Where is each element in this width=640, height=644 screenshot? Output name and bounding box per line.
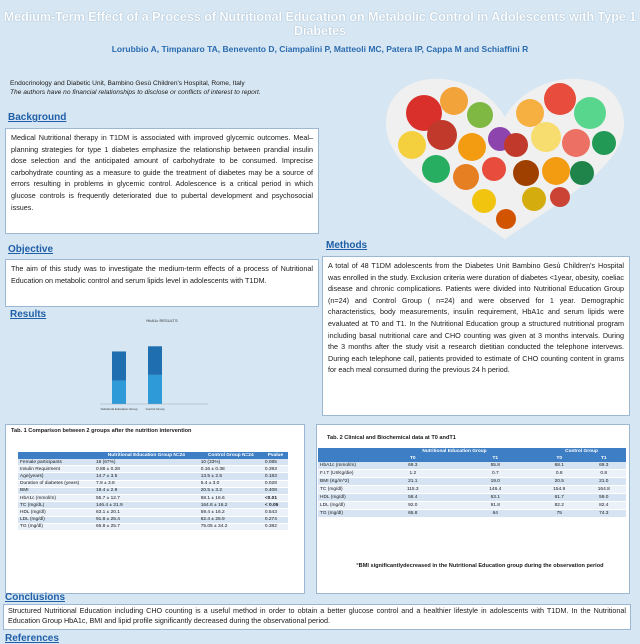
table2-cell: 1.2 xyxy=(372,470,454,478)
table1-cell: 75.05 ± 34.2 xyxy=(199,523,263,530)
table1-row xyxy=(18,509,288,516)
table1-cell: 10 (33%) xyxy=(199,459,263,466)
table2-cell: 154.9 xyxy=(537,486,581,494)
table2-cell: 91.8 xyxy=(454,502,537,510)
background-text: Medical Nutritional therapy in T1DM is associated with improved glycemic outcomes. Meal–planning strategies for type 1 diabetes emphasize the relationship between prandial insulin dose selection and the anticipated amount of carbohydrate to be consumed. Imprecise carbohydrate counting as a measure to guide the treatment of diabetes may be a source of errors resulting in problems in glycemic control. Adolescence is a critical period in which glucose controls is frequently deteriorated due to pubertal development and psychosocial issues. xyxy=(11,133,313,212)
table1-row xyxy=(18,480,288,487)
table1-row xyxy=(18,502,288,509)
objective-heading: Objective xyxy=(8,244,54,255)
table2-row xyxy=(318,470,626,478)
disclosure: The authors have no financial relationships to disclose or conflicts of interest to report. xyxy=(10,89,261,96)
chart-bar xyxy=(148,346,162,375)
table1-cell: Female participants xyxy=(18,459,94,466)
table2-cell: 65.8 xyxy=(372,510,454,518)
table2-cell: 64 xyxy=(454,510,537,518)
table2-cell: 74.3 xyxy=(581,510,626,518)
table1-cell: HDL (mg/dl) xyxy=(18,509,94,516)
table1-header-pvalue: Pvalue xyxy=(263,452,288,459)
table1-row xyxy=(18,523,288,530)
table1-cell: 65.8 ± 25.7 xyxy=(94,523,199,530)
table2-sub: T1 xyxy=(454,455,537,462)
methods-text: A total of 48 T1DM adolescents from the Diabetes Unit Bambino Gesù Children's Hospital was enrolled in the study. Exclusion criteria were duration of diabetes <1year, obesity, coeliac disease and chronic complications. Patients were divided into Nutritional Education Group (n=24) and Control Group ( n=24) and were observed for 1 year. Demographic characteristics, body measurements, insulin requirement, HbA1c and serum lipids were evaluated at T0 and T1. In the Nutritional Education group a structured nutritional program including basal nutritional care and CHO counting was given at 3 months intervals. During the 3 months after the study visit a research dietitian conducted the telephone intervews. During each telephone call, patients provided to estimate of CHO counting content in grams for each meal consumed during the previous 24 h period. xyxy=(328,261,624,375)
table1-cell: 20.5 ± 3.2 xyxy=(199,487,263,494)
table2-cell: 69.3 xyxy=(372,462,454,470)
table1-row xyxy=(18,466,288,473)
table2-sub: T0 xyxy=(372,455,454,462)
table2-group-row xyxy=(318,448,626,455)
table2-caption: Tab. 2 Clinical and Biochemical data at T0 andT1 xyxy=(327,435,456,441)
table2-group1: Nutritional Education Group xyxy=(372,448,537,455)
table1-cell: 0.085 xyxy=(263,459,288,466)
table2-cell: 21.1 xyxy=(372,478,454,486)
affiliation-block xyxy=(10,79,261,97)
chart-bar xyxy=(112,381,126,404)
table1-row xyxy=(18,487,288,494)
table2-cell: 20.5 xyxy=(537,478,581,486)
table2-cell: 59.0 xyxy=(581,494,626,502)
table1-row xyxy=(18,516,288,523)
table1-cell: HbA1c (mmol/m) xyxy=(18,494,94,501)
table1-cell: 146.4 ± 31.9 xyxy=(94,502,199,509)
methods-box xyxy=(322,256,630,416)
table2-cell: 75 xyxy=(537,510,581,518)
table1-header-nutrition: Nutritional Education Group N=24 xyxy=(94,452,199,459)
table2-cell: F.I.T (UI/Kg/die) xyxy=(318,470,372,478)
table2-cell: 146.4 xyxy=(454,486,537,494)
affiliation: Endocrinology and Diabetic Unit, Bambino Gesù Children's Hospital, Rome, Italy xyxy=(10,80,245,87)
table2-row xyxy=(318,486,626,494)
table1-cell: 164.8 ± 16.2 xyxy=(199,502,263,509)
table1-cell: 59.4 ± 16.2 xyxy=(199,509,263,516)
table2-cell: 63.1 xyxy=(454,494,537,502)
table1-cell: TC (mg/dL) xyxy=(18,502,94,509)
references-heading: References xyxy=(5,633,59,644)
table2-group2: Control Group xyxy=(537,448,626,455)
table2-cell: 19.0 xyxy=(454,478,537,486)
table1-caption: Tab. 1 Comparison between 2 groups after the nutrition intervention xyxy=(11,428,192,434)
table1-cell: 14.7 ± 3.5 xyxy=(94,473,199,480)
table1-header-row xyxy=(18,452,288,459)
table2-cell: 69.3 xyxy=(581,462,626,470)
fruit-vegetable-heart-image xyxy=(376,73,634,243)
table2-sub: T0 xyxy=(537,455,581,462)
table2-cell: 82.4 xyxy=(581,502,626,510)
table1-row xyxy=(18,494,288,501)
table1-cell: Duration of diabetes (years) xyxy=(18,480,94,487)
table2-cell: TG (mg/dl) xyxy=(318,510,372,518)
table1-cell: 0.543 xyxy=(263,509,288,516)
chart-x-label: Control Group xyxy=(145,407,165,411)
table1-cell: 0.183 xyxy=(263,473,288,480)
background-box xyxy=(5,128,319,234)
table2-row xyxy=(318,478,626,486)
table2-row xyxy=(318,462,626,470)
table2-cell: BMI (Kg/m^2) xyxy=(318,478,372,486)
table2-cell: HbA1c (mmol/m) xyxy=(318,462,372,470)
table2-cell: TC (mg/dl) xyxy=(318,486,372,494)
chart-bar xyxy=(148,375,162,404)
table1-cell: < 0.05 xyxy=(263,502,288,509)
objective-text: The aim of this study was to investigate the medium-term effects of a process of Nutritional Education on metabolic control and serum lipids level in adolescents with T1DM. xyxy=(11,264,313,285)
table1-cell: 0.16 ± 0.38 xyxy=(199,466,263,473)
table2-cell: 58.4 xyxy=(372,494,454,502)
table1-row xyxy=(18,459,288,466)
table1-cell: 0.382 xyxy=(263,523,288,530)
table2-cell: 0.8 xyxy=(537,470,581,478)
table1-cell: 0.028 xyxy=(263,480,288,487)
table1-cell: 63.1 ± 20.1 xyxy=(94,509,199,516)
table1 xyxy=(18,452,288,531)
table1-row xyxy=(18,473,288,480)
table1-cell: TG (mg/dl) xyxy=(18,523,94,530)
table1-cell: <0.01 xyxy=(263,494,288,501)
table1-cell: 0.274 xyxy=(263,516,288,523)
table2-cell: 92.0 xyxy=(372,502,454,510)
table2-cell: 21.0 xyxy=(581,478,626,486)
conclusions-box xyxy=(3,604,631,630)
table2-cell: 0.7 xyxy=(454,470,537,478)
table2-cell: 61.7 xyxy=(537,494,581,502)
table1-cell: 5.4 ± 3.0 xyxy=(199,480,263,487)
table1-cell: 91.8 ± 25.4 xyxy=(94,516,199,523)
table2 xyxy=(318,448,626,518)
table1-cell: 0.408 xyxy=(263,487,288,494)
table1-cell: 16 (67%) xyxy=(94,459,199,466)
table1-cell: BMI xyxy=(18,487,94,494)
table1-cell: 0.393 xyxy=(263,466,288,473)
table2-row xyxy=(318,502,626,510)
hba1c-bar-chart xyxy=(90,318,210,418)
table2-cell: 115.3 xyxy=(372,486,454,494)
table2-row xyxy=(318,510,626,518)
table1-cell: 55.7 ± 12.7 xyxy=(94,494,199,501)
table1-cell: 19.4 ± 2.9 xyxy=(94,487,199,494)
objective-box xyxy=(5,259,319,307)
table1-cell: 68.1 ± 16.6 xyxy=(199,494,263,501)
table1-cell: 0.88 ± 0.28 xyxy=(94,466,199,473)
table1-cell: LDL (mg/dl) xyxy=(18,516,94,523)
results-heading: Results xyxy=(10,309,47,320)
table2-cell: 55.8 xyxy=(454,462,537,470)
methods-heading: Methods xyxy=(326,240,368,251)
table2-note: °BMI significantlydecreased in the Nutritional Education group during the observation period xyxy=(356,563,604,569)
conclusions-heading: Conclusions xyxy=(5,592,66,603)
conclusions-text: Structured Nutritional Education including CHO counting is a useful method in order to obtain a better glucose control and a healthier lifestyle in adolescents with T1DM. In the Nutritional Education Group HbA1c, BMI and lipid profile significantly decreased during the observational period. xyxy=(8,606,626,625)
chart-bar xyxy=(112,351,126,380)
table1-cell: 82.4 ± 25.9 xyxy=(199,516,263,523)
background-heading: Background xyxy=(8,112,67,123)
table2-cell: 68.1 xyxy=(537,462,581,470)
table2-cell: 0.8 xyxy=(581,470,626,478)
table2-row xyxy=(318,494,626,502)
chart-title: HbA1c RESULTS xyxy=(146,318,178,323)
table1-header-control: Control Group N=24 xyxy=(199,452,263,459)
table1-cell: 13.5 ± 2.5 xyxy=(199,473,263,480)
table2-cell: 82.2 xyxy=(537,502,581,510)
table2-cell: LDL (mg/dl) xyxy=(318,502,372,510)
table2-cell: HDL (mg/dl) xyxy=(318,494,372,502)
table2-cell: 164.8 xyxy=(581,486,626,494)
table2-sub: T1 xyxy=(581,455,626,462)
table1-cell: 7.9 ± 3.8 xyxy=(94,480,199,487)
author-list: Lorubbio A, Timpanaro TA, Benevento D, Ciampalini P, Matteoli MC, Patera IP, Cappa M and Schiaffini R xyxy=(111,44,529,54)
chart-x-label: Nutritional Education Group xyxy=(100,407,138,411)
table1-cell: Insulin Requirment xyxy=(18,466,94,473)
poster-title: Medium-Term Effect of a Process of Nutritional Education on Metabolic Control in Adolescents with Type 1 Diabetes xyxy=(3,10,637,38)
table1-cell: Age(years) xyxy=(18,473,94,480)
